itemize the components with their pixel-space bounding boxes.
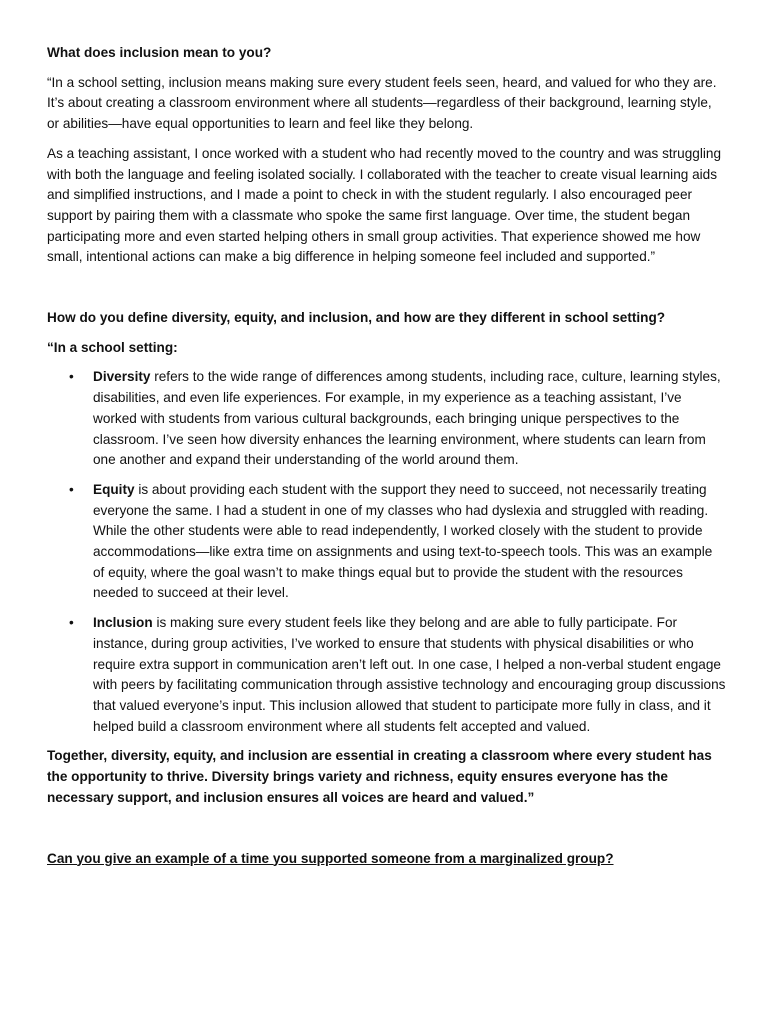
- bullet-icon: •: [69, 481, 74, 497]
- bullet-icon: •: [69, 369, 74, 385]
- definition-inclusion: is making sure every student feels like they belong and are able to fully participate. For instance, during group activities, I’ve worked to ensure that students with physical disabilities or who require extra support in communication aren’t left out. In one case, I helped a non-verbal student engage with peers by facilitating communication through assistive technology and encouraging group discussions that valued everyone’s input. This inclusion allowed that student to participate more fully in class, and it helped build a classroom environment where all students felt accepted and valued.: [93, 615, 726, 734]
- definition-equity: is about providing each student with the support they need to succeed, not necessarily treating everyone the same. I had a student in one of my classes who had dyslexia and struggled with reading. While the other students were able to read independently, I worked closely with the student to provide accommodations—like extra time on assignments and using text-to-speech tools. This was an example of equity, where the goal wasn’t to make things equal but to provide the student with the resources needed to succeed at their level.: [93, 481, 713, 601]
- bullet-item-inclusion: [47, 613, 727, 737]
- term-diversity: Diversity: [93, 369, 151, 385]
- answer-dei-lead: “In a school setting:: [47, 339, 178, 355]
- question-dei-definition: How do you define diversity, equity, and inclusion, and how are they different in school setting?: [47, 310, 666, 326]
- document-page: [47, 43, 727, 878]
- definition-diversity: refers to the wide range of differences among students, including race, culture, learning styles, disabilities, and even life experiences. For example, in my experience as a teaching assistant, I’ve worked with students from various cultural backgrounds, each bringing unique perspectives to the classroom. I’ve seen how diversity enhances the learning environment, where students can learn from one another and expand their understanding of the world around them.: [93, 369, 721, 468]
- answer-inclusion-paragraph-2: As a teaching assistant, I once worked with a student who had recently moved to the country and was struggling with both the language and feeling isolated socially. I collaborated with the teacher to create visual learning aids and simplified instructions, and I made a point to check in with the student regularly. I also encouraged peer support by pairing them with a classmate who spoke the same first language. Over time, the student began participating more and even started helping others in small group activities. That experience showed me how small, intentional actions can make a big difference in helping someone feel included and supported.”: [47, 145, 722, 265]
- question-marginalized-support: Can you give an example of a time you supported someone from a marginalized group?: [47, 850, 614, 866]
- dei-bullet-list: [47, 367, 727, 737]
- section-spacer: [47, 277, 727, 308]
- dei-summary: Together, diversity, equity, and inclusion are essential in creating a classroom where every student has the opportunity to thrive. Diversity brings variety and richness, equity ensures everyone has the necessary support, and inclusion ensures all voices are heard and valued.”: [47, 748, 712, 805]
- bullet-item-equity: [47, 480, 727, 604]
- answer-inclusion-paragraph-1: “In a school setting, inclusion means making sure every student feels seen, heard, and valued for who they are. It’s about creating a classroom environment where all students—regardless of their background, learning style, or abilities—have equal opportunities to learn and feel like they belong.: [47, 74, 717, 132]
- term-inclusion: Inclusion: [93, 615, 153, 631]
- term-equity: Equity: [93, 481, 135, 497]
- section-spacer: [47, 818, 727, 849]
- bullet-icon: •: [69, 615, 74, 631]
- bullet-item-diversity: [47, 367, 727, 471]
- question-inclusion-meaning: What does inclusion mean to you?: [47, 45, 272, 60]
